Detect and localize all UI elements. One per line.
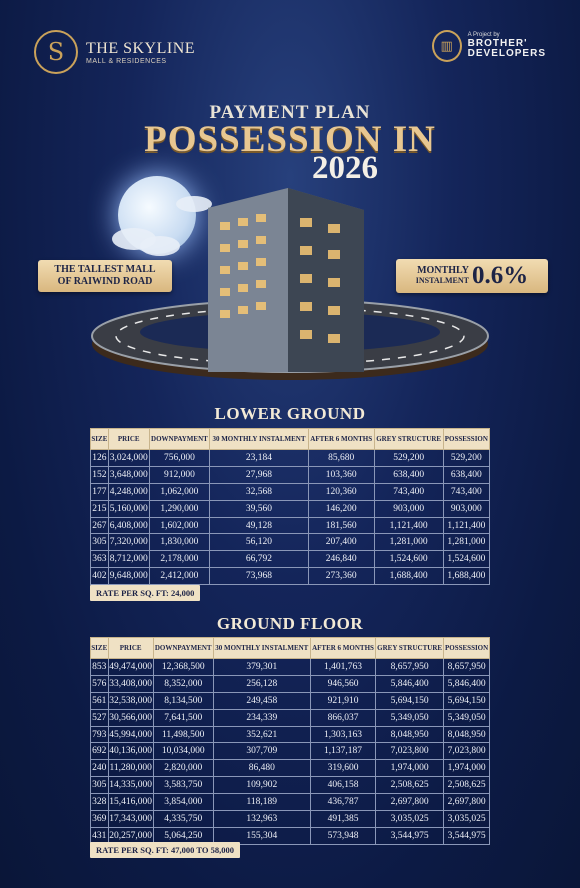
table-row — [91, 811, 490, 828]
table-cell: 1,401,763 — [310, 659, 375, 676]
table-row — [91, 709, 490, 726]
table-cell: 181,560 — [308, 517, 374, 534]
table-cell: 49,474,000 — [108, 659, 153, 676]
column-header: PRICE — [108, 429, 149, 450]
table-cell: 8,134,500 — [153, 692, 213, 709]
column-header: DOWNPAYMENT — [149, 429, 210, 450]
table-row — [91, 760, 490, 777]
table-cell: 73,968 — [210, 568, 309, 585]
column-header: PRICE — [108, 638, 153, 659]
table-cell: 431 — [91, 827, 109, 844]
table-cell: 369 — [91, 811, 109, 828]
table-row — [91, 534, 490, 551]
ground-floor-title: GROUND FLOOR — [216, 614, 364, 633]
brand-name: THE SKYLINE — [86, 39, 196, 57]
table-cell: 352,621 — [213, 726, 310, 743]
table-cell: 30,566,000 — [108, 709, 153, 726]
table-cell: 8,657,950 — [444, 659, 490, 676]
brand-tagline: MALL & RESIDENCES — [86, 57, 167, 65]
table-cell: 2,508,625 — [444, 777, 490, 794]
table-cell: 14,335,000 — [108, 777, 153, 794]
table-cell: 756,000 — [149, 450, 210, 467]
table-cell: 3,854,000 — [153, 794, 213, 811]
table-cell: 15,416,000 — [108, 794, 153, 811]
table-cell: 5,160,000 — [108, 500, 149, 517]
table-cell: 3,035,025 — [376, 811, 444, 828]
column-header: AFTER 6 MONTHS — [310, 638, 375, 659]
table-cell: 45,994,000 — [108, 726, 153, 743]
table-cell: 56,120 — [210, 534, 309, 551]
table-cell: 1,602,000 — [149, 517, 210, 534]
column-header: POSSESSION — [444, 638, 490, 659]
table-cell: 921,910 — [310, 692, 375, 709]
table-cell: 5,846,400 — [444, 675, 490, 692]
table-cell: 5,349,050 — [444, 709, 490, 726]
table-cell: 853 — [91, 659, 109, 676]
table-cell: 638,400 — [443, 466, 489, 483]
instalment-rate: 0.6% — [471, 262, 529, 289]
table-cell: 5,694,150 — [444, 692, 490, 709]
table-cell: 8,352,000 — [153, 675, 213, 692]
table-cell: 692 — [91, 743, 109, 760]
table-cell: 8,657,950 — [376, 659, 444, 676]
table-cell: 912,000 — [149, 466, 210, 483]
column-header: 30 MONTHLY INSTALMENT — [213, 638, 310, 659]
partner-name-2: DEVELOPERS — [467, 48, 546, 60]
table-cell: 1,121,400 — [374, 517, 443, 534]
table-cell: 3,035,025 — [444, 811, 490, 828]
table-row — [91, 777, 490, 794]
table-cell: 1,281,000 — [374, 534, 443, 551]
table-cell: 529,200 — [443, 450, 489, 467]
banner-line: OF RAIWIND ROAD — [57, 276, 153, 287]
table-cell: 27,968 — [210, 466, 309, 483]
table-cell: 1,830,000 — [149, 534, 210, 551]
developer-logo — [432, 30, 546, 62]
table-cell: 305 — [91, 777, 109, 794]
table-cell: 1,688,400 — [443, 568, 489, 585]
table-cell: 39,560 — [210, 500, 309, 517]
table-cell: 903,000 — [443, 500, 489, 517]
column-header: DOWNPAYMENT — [153, 638, 213, 659]
table-cell: 319,600 — [310, 760, 375, 777]
table-cell: 1,524,600 — [374, 551, 443, 568]
table-cell: 132,963 — [213, 811, 310, 828]
table-cell: 3,583,750 — [153, 777, 213, 794]
table-cell: 40,136,000 — [108, 743, 153, 760]
table-row — [91, 450, 490, 467]
table-cell: 576 — [91, 675, 109, 692]
table-cell: 527 — [91, 709, 109, 726]
table-cell: 5,846,400 — [376, 675, 444, 692]
table-cell: 267 — [91, 517, 109, 534]
partner-name-1: BROTHER' — [467, 37, 528, 49]
table-cell: 1,281,000 — [443, 534, 489, 551]
table-row — [91, 659, 490, 676]
table-cell: 5,694,150 — [376, 692, 444, 709]
column-header: GREY STRUCTURE — [374, 429, 443, 450]
table-cell: 8,048,950 — [376, 726, 444, 743]
table-cell: 273,360 — [308, 568, 374, 585]
table-cell: 307,709 — [213, 743, 310, 760]
table-cell: 1,524,600 — [443, 551, 489, 568]
table-cell: 32,538,000 — [108, 692, 153, 709]
table-cell: 120,360 — [308, 483, 374, 500]
table-cell: 638,400 — [374, 466, 443, 483]
table-cell: 743,400 — [443, 483, 489, 500]
table-cell: 1,974,000 — [444, 760, 490, 777]
table-cell: 246,840 — [308, 551, 374, 568]
table-cell: 207,400 — [308, 534, 374, 551]
table-cell: 406,158 — [310, 777, 375, 794]
banner-line: THE TALLEST MALL — [54, 264, 156, 275]
table-cell: 109,902 — [213, 777, 310, 794]
table-cell: 491,385 — [310, 811, 375, 828]
table-row — [91, 568, 490, 585]
table-cell: 436,787 — [310, 794, 375, 811]
table-cell: 5,064,250 — [153, 827, 213, 844]
table-row — [91, 483, 490, 500]
plan-heading: PAYMENT PLAN — [209, 102, 371, 123]
table-cell: 561 — [91, 692, 109, 709]
table-cell: 86,480 — [213, 760, 310, 777]
table-row — [91, 794, 490, 811]
table-cell: 743,400 — [374, 483, 443, 500]
tallest-mall-banner — [38, 260, 172, 292]
table-cell: 4,248,000 — [108, 483, 149, 500]
table-header — [91, 638, 490, 659]
table-cell: 1,688,400 — [374, 568, 443, 585]
building-illustration — [168, 188, 404, 372]
table-cell: 17,343,000 — [108, 811, 153, 828]
table-cell: 256,128 — [213, 675, 310, 692]
table-cell: 903,000 — [374, 500, 443, 517]
ground-floor-table — [90, 637, 490, 845]
table-cell: 363 — [91, 551, 109, 568]
table-cell: 3,648,000 — [108, 466, 149, 483]
skyline-emblem-icon: S — [34, 30, 78, 74]
table-cell: 155,304 — [213, 827, 310, 844]
table-cell: 49,128 — [210, 517, 309, 534]
banner-line: MONTHLY — [417, 265, 469, 276]
table-cell: 6,408,000 — [108, 517, 149, 534]
table-cell: 1,303,163 — [310, 726, 375, 743]
table-cell: 3,544,975 — [444, 827, 490, 844]
table-cell: 85,680 — [308, 450, 374, 467]
table-cell: 11,280,000 — [108, 760, 153, 777]
table-cell: 328 — [91, 794, 109, 811]
table-row — [91, 466, 490, 483]
table-cell: 793 — [91, 726, 109, 743]
table-cell: 118,189 — [213, 794, 310, 811]
table-cell: 11,498,500 — [153, 726, 213, 743]
table-cell: 240 — [91, 760, 109, 777]
table-cell: 305 — [91, 534, 109, 551]
table-cell: 1,062,000 — [149, 483, 210, 500]
table-cell: 2,178,000 — [149, 551, 210, 568]
table-cell: 379,301 — [213, 659, 310, 676]
table-cell: 146,200 — [308, 500, 374, 517]
table-cell: 103,360 — [308, 466, 374, 483]
table-cell: 33,408,000 — [108, 675, 153, 692]
table-cell: 249,458 — [213, 692, 310, 709]
monthly-instalment-banner — [396, 259, 548, 293]
table-cell: 2,412,000 — [149, 568, 210, 585]
table-cell: 66,792 — [210, 551, 309, 568]
possession-heading: POSSESSION IN — [144, 119, 436, 160]
table-cell: 2,508,625 — [376, 777, 444, 794]
possession-year: 2026 — [312, 150, 378, 186]
table-row — [91, 743, 490, 760]
table-row — [91, 726, 490, 743]
table-cell: 12,368,500 — [153, 659, 213, 676]
table-cell: 1,974,000 — [376, 760, 444, 777]
table-row — [91, 692, 490, 709]
table-cell: 23,184 — [210, 450, 309, 467]
table-cell: 9,648,000 — [108, 568, 149, 585]
table-row — [91, 517, 490, 534]
skyline-logo — [34, 30, 195, 74]
table-row — [91, 675, 490, 692]
table-cell: 3,544,975 — [376, 827, 444, 844]
banner-line: INSTALMENT — [415, 276, 469, 285]
table-cell: 2,820,000 — [153, 760, 213, 777]
table-cell: 1,290,000 — [149, 500, 210, 517]
table-cell: 32,568 — [210, 483, 309, 500]
table-cell: 573,948 — [310, 827, 375, 844]
table-cell: 1,121,400 — [443, 517, 489, 534]
table-row — [91, 500, 490, 517]
table-cell: 1,137,187 — [310, 743, 375, 760]
column-header: AFTER 6 MONTHS — [308, 429, 374, 450]
column-header: SIZE — [91, 429, 109, 450]
table-cell: 215 — [91, 500, 109, 517]
table-cell: 2,697,800 — [444, 794, 490, 811]
table-cell: 126 — [91, 450, 109, 467]
table-cell: 177 — [91, 483, 109, 500]
table-row — [91, 551, 490, 568]
table-cell: 402 — [91, 568, 109, 585]
partner-prefix: A Project by — [467, 32, 500, 39]
tower-emblem-icon: ▥ — [432, 30, 462, 62]
column-header: POSSESSION — [443, 429, 489, 450]
table-cell: 152 — [91, 466, 109, 483]
table-cell: 2,697,800 — [376, 794, 444, 811]
table-cell: 7,641,500 — [153, 709, 213, 726]
table-cell: 8,048,950 — [444, 726, 490, 743]
table-cell: 7,023,800 — [444, 743, 490, 760]
table-cell: 7,023,800 — [376, 743, 444, 760]
table-cell: 234,339 — [213, 709, 310, 726]
table-cell: 529,200 — [374, 450, 443, 467]
table-header — [91, 429, 490, 450]
table-cell: 7,320,000 — [108, 534, 149, 551]
table-cell: 866,037 — [310, 709, 375, 726]
lower-ground-title: LOWER GROUND — [214, 404, 366, 423]
column-header: 30 MONTHLY INSTALMENT — [210, 429, 309, 450]
table-cell: 10,034,000 — [153, 743, 213, 760]
table-cell: 946,560 — [310, 675, 375, 692]
table-cell: 8,712,000 — [108, 551, 149, 568]
lower-ground-table — [90, 428, 490, 585]
column-header: SIZE — [91, 638, 109, 659]
table-cell: 4,335,750 — [153, 811, 213, 828]
column-header: GREY STRUCTURE — [376, 638, 444, 659]
table-cell: 20,257,000 — [108, 827, 153, 844]
ground-floor-rate: RATE PER SQ. FT: 47,000 TO 58,000 — [90, 842, 240, 858]
table-cell: 5,349,050 — [376, 709, 444, 726]
lower-ground-rate: RATE PER SQ. FT: 24,000 — [90, 585, 200, 601]
table-cell: 3,024,000 — [108, 450, 149, 467]
